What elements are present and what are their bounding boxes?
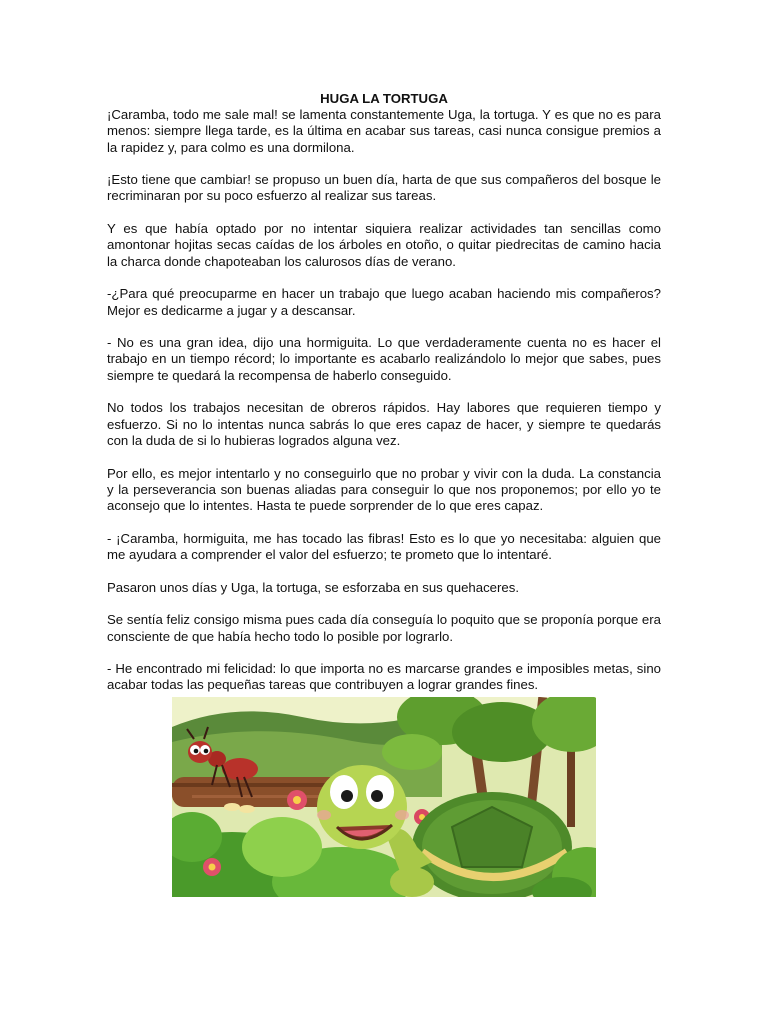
paragraph-10: Se sentía feliz consigo misma pues cada día conseguía lo poquito que se proponía porque era consciente de que había hecho todo lo posible por lograrlo.	[107, 612, 661, 644]
paragraph-8: - ¡Caramba, hormiguita, me has tocado las fibras! Esto es lo que yo necesitaba: alguien que me ayudara a comprender el valor del esfuerzo; te prometo que lo intentaré.	[107, 530, 661, 563]
turtle-and-ant-illustration	[172, 697, 596, 897]
document-body	[107, 91, 661, 694]
paragraph-11: - He encontrado mi felicidad: lo que importa no es marcarse grandes e imposibles metas, sino acabar todas las pequeñas tareas que contribuyen a lograr grandes fines.	[107, 661, 661, 693]
paragraph-7: Por ello, es mejor intentarlo y no conseguirlo que no probar y vivir con la duda. La constancia y la perseverancia son buenas aliadas para conseguir lo que nos proponemos; por ello yo te aconsejo que lo intentes. Hasta te puede sorprender de lo que eres capaz.	[107, 465, 661, 514]
paragraph-5: - No es una gran idea, dijo una hormiguita. Lo que verdaderamente cuenta no es hacer el trabajo en un tiempo récord; lo importante es acabarlo realizándolo lo mejor que sabes, pues siempre te quedará la recompensa de haberlo conseguido.	[107, 335, 661, 383]
paragraph-9: Pasaron unos días y Uga, la tortuga, se esforzaba en sus quehaceres.	[107, 579, 519, 595]
story-title: HUGA LA TORTUGA	[320, 91, 448, 106]
paragraph-3: Y es que había optado por no intentar siquiera realizar actividades tan sencillas como amontonar hojitas secas caídas de los árboles en otoño, o quitar piedrecitas de camino hacia la charca donde chapoteaban los calurosos días de verano.	[107, 221, 661, 269]
paragraph-4: -¿Para qué preocuparme en hacer un trabajo que luego acaban haciendo mis compañeros? Mejor es dedicarme a jugar y a descansar.	[107, 286, 661, 318]
paragraph-6: No todos los trabajos necesitan de obreros rápidos. Hay labores que requieren tiempo y esfuerzo. Si no lo intentas nunca sabrás lo que eres capaz de hacer, y siempre te quedarás con la duda de si lo hubieras logrados alguna vez.	[107, 400, 661, 448]
paragraph-1: ¡Caramba, todo me sale mal! se lamenta constantemente Uga, la tortuga. Y es que no es para menos: siempre llega tarde, es la última en acabar sus tareas, casi nunca consigue premios a la rapidez y, para colmo es una dormilona.	[107, 107, 661, 155]
paragraph-2: ¡Esto tiene que cambiar! se propuso un buen día, harta de que sus compañeros del bosque le recriminaran por su poco esfuerzo al realizar sus tareas.	[107, 172, 661, 204]
